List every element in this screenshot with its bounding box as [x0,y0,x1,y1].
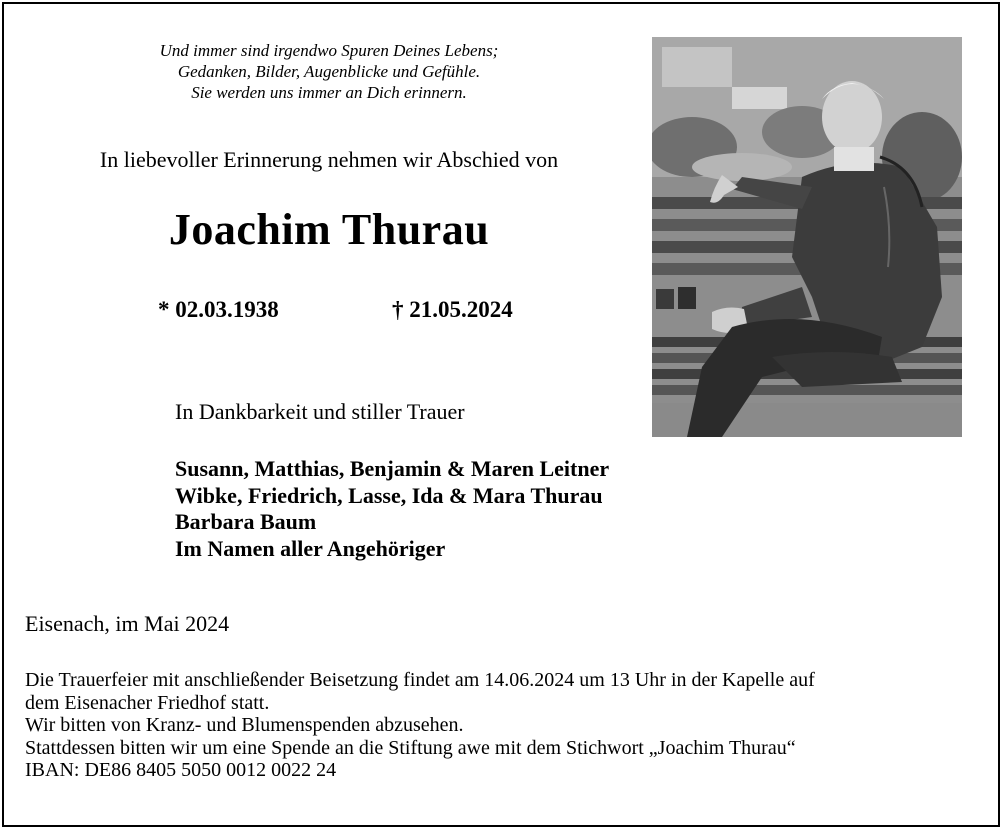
notice-line: Wir bitten von Kranz- und Blumenspenden abzusehen. [25,714,464,736]
deceased-name: Joachim Thurau [168,205,490,254]
notice-line: Die Trauerfeier mit anschließender Beisetzung findet am 14.06.2024 um 13 Uhr in der Kapelle auf [25,669,815,691]
mourner-line: Im Namen aller Angehöriger [175,535,446,561]
death-date: † 21.05.2024 [392,297,513,322]
obituary-notice [2,2,1000,827]
notice-line: dem Eisenacher Friedhof statt. [25,691,270,714]
thanks-text: In Dankbarkeit und stiller Trauer [175,399,465,424]
notice-line: IBAN: DE86 8405 5050 0012 0022 24 [25,759,337,781]
place-date: Eisenach, im Mai 2024 [25,611,230,636]
poem [64,40,594,103]
funeral-notice [25,669,985,782]
notice-line: Stattdessen bitten wir um eine Spende an die Stiftung awe mit dem Stichwort „Joachim Thurau“ [25,736,796,759]
mourners-list [175,456,609,562]
intro-text: In liebevoller Erinnerung nehmen wir Abschied von [99,147,559,172]
mourner-line: Wibke, Friedrich, Lasse, Ida & Mara Thurau [175,482,603,508]
birth-date: * 02.03.1938 [158,297,279,322]
poem-line: Gedanken, Bilder, Augenblicke und Gefühle. [177,62,481,81]
poem-line: Und immer sind irgendwo Spuren Deines Lebens; [159,41,499,60]
portrait-illustration [652,37,962,437]
mourner-line: Barbara Baum [175,509,317,534]
mourner-line: Susann, Matthias, Benjamin & Maren Leitner [175,456,610,481]
portrait-photo [652,37,962,437]
poem-line: Sie werden uns immer an Dich erinnern. [191,83,467,102]
